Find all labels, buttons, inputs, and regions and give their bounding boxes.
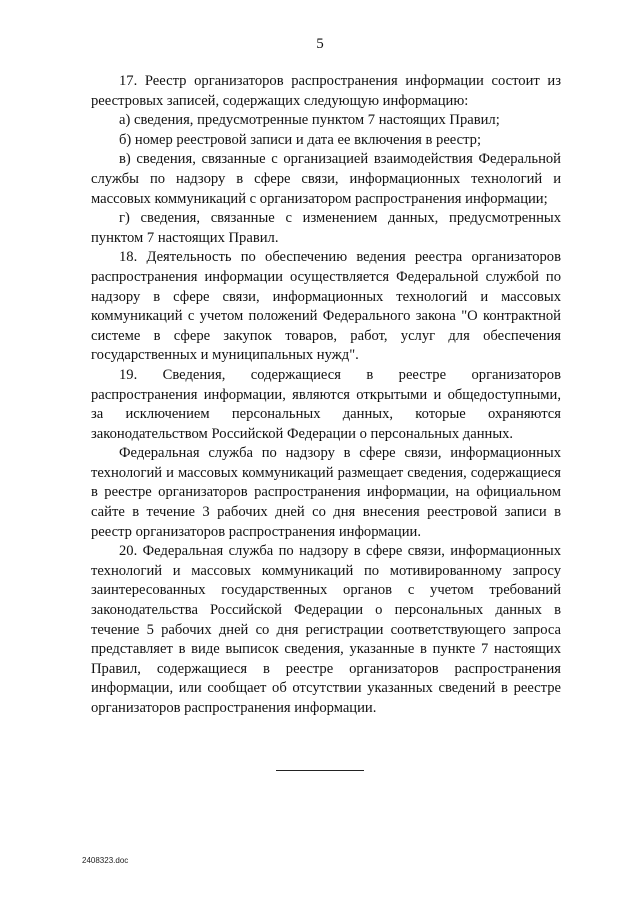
footer-filename: 2408323.doc xyxy=(82,856,129,865)
paragraph-17: 17. Реестр организаторов распространения информации состоит из реестровых записей, содержащих следующую информацию: xyxy=(91,73,561,109)
paragraph-17g: г) сведения, связанные с изменением данных, предусмотренных пунктом 7 настоящих Правил. xyxy=(91,210,561,246)
paragraph-17b: б) номер реестровой записи и дата ее включения в реестр; xyxy=(119,131,482,148)
document-body xyxy=(91,72,561,719)
page-number: 5 xyxy=(316,36,324,52)
paragraph-18: 18. Деятельность по обеспечению ведения реестра организаторов распространения информации осуществляется Федеральной службой по надзору в сфере связи, информационных технологий и массовых коммуникаций с учетом положений Федерального закона "О контрактной системе в сфере закупок товаров, работ, услуг для обеспечения государственных и муниципальных нужд". xyxy=(91,249,561,364)
paragraph-17v: в) сведения, связанные с организацией взаимодействия Федеральной службы по надзору в сфере связи, информационных технологий и массовых коммуникаций с организатором распространения информации; xyxy=(91,151,561,207)
end-divider xyxy=(276,770,364,771)
paragraph-19: 19. Сведения, содержащиеся в реестре организаторов распространения информации, являются открытыми и общедоступными, за исключением персональных данных, которые охраняются законодательством Российской Федерации о персональных данных. xyxy=(91,366,561,442)
paragraph-20: 20. Федеральная служба по надзору в сфере связи, информационных технологий и массовых коммуникаций по мотивированному запросу заинтересованных государственных органов с учетом требований законодательства Российской Федерации о персональных данных в течение 5 рабочих дней со дня регистрации соответствующего запроса представляет в виде выписок сведения, указанные в пункте 7 настоящих Правил, содержащиеся в реестре организаторов распространения информации, или сообщает об отсутствии указанных сведений в реестре организаторов распространения информации. xyxy=(91,543,561,716)
paragraph-17a: а) сведения, предусмотренные пунктом 7 настоящих Правил; xyxy=(119,112,500,129)
paragraph-19-publication: Федеральная служба по надзору в сфере связи, информационных технологий и массовых коммуникаций размещает сведения, содержащиеся в реестре организаторов распространения информации, на официальном сайте в течение 3 рабочих дней со дня внесения реестровой записи в реестр организаторов распространения информации. xyxy=(91,445,561,540)
